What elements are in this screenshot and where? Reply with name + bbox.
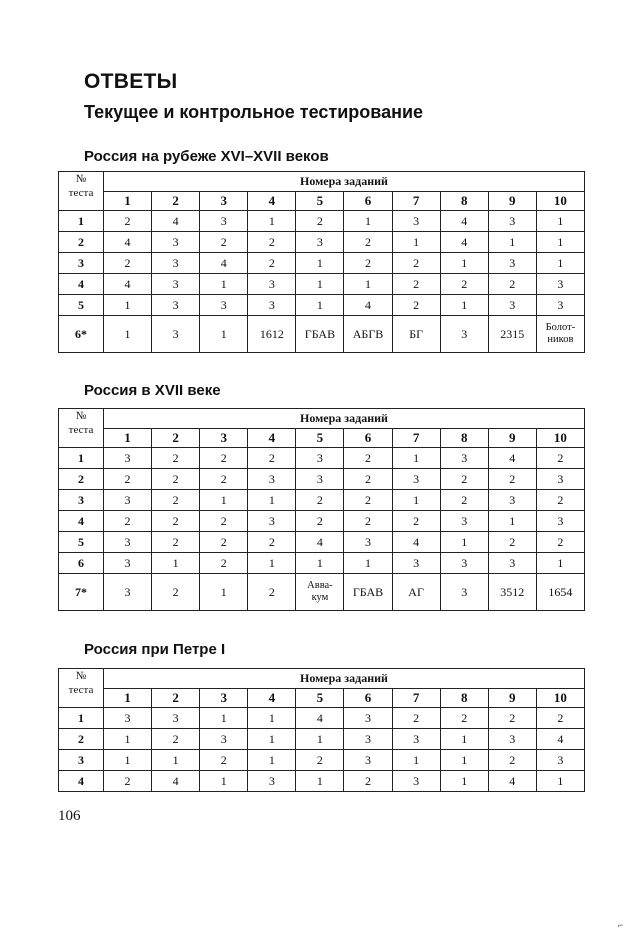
answer-cell: 4 — [392, 532, 440, 553]
answer-cell: 1612 — [248, 316, 296, 353]
answer-cell: 2 — [344, 771, 392, 792]
table-row — [59, 729, 585, 750]
task-numbers-header: Номера заданий — [104, 669, 585, 689]
answer-cell: 1 — [248, 211, 296, 232]
answer-cell: 1 — [536, 211, 584, 232]
answer-cell: 2 — [104, 469, 152, 490]
row-label: 6 — [59, 553, 104, 574]
test-number-header — [59, 409, 104, 448]
task-number-9: 9 — [488, 429, 536, 448]
task-number-8: 8 — [440, 689, 488, 708]
answer-cell: 2 — [488, 750, 536, 771]
answer-cell: 3 — [488, 729, 536, 750]
answer-cell: 3 — [248, 295, 296, 316]
answer-cell: 3 — [200, 211, 248, 232]
answer-cell: 1 — [344, 274, 392, 295]
task-number-7: 7 — [392, 192, 440, 211]
answer-cell: 1 — [200, 708, 248, 729]
answer-cell — [536, 316, 584, 353]
answer-cell: 3 — [152, 708, 200, 729]
task-number-2: 2 — [152, 689, 200, 708]
answer-cell: 4 — [296, 532, 344, 553]
answer-cell: 1 — [344, 211, 392, 232]
test-number-word: теста — [68, 187, 94, 199]
answer-cell: ГБАВ — [296, 316, 344, 353]
answer-cell: 2 — [152, 490, 200, 511]
answer-cell: 3 — [488, 253, 536, 274]
task-number-2: 2 — [152, 429, 200, 448]
test-number-word: теста — [68, 684, 94, 696]
answer-cell: 2 — [152, 511, 200, 532]
row-label: 1 — [59, 211, 104, 232]
task-number-1: 1 — [104, 192, 152, 211]
row-label: 3 — [59, 750, 104, 771]
task-number-5: 5 — [296, 429, 344, 448]
answer-cell: 1 — [200, 771, 248, 792]
answer-cell: 1 — [104, 729, 152, 750]
answer-cell: 3 — [152, 232, 200, 253]
answer-cell: 2 — [344, 490, 392, 511]
answer-cell: АГ — [392, 574, 440, 611]
answer-cell: 2 — [200, 469, 248, 490]
page-subheading: Текущее и контрольное тестирование — [84, 102, 424, 122]
answer-cell: 2 — [104, 211, 152, 232]
answer-cell: 3 — [344, 729, 392, 750]
answer-cell: 2 — [248, 232, 296, 253]
answer-cell: 2 — [152, 574, 200, 611]
answer-cell: 2 — [488, 708, 536, 729]
table-row — [59, 490, 585, 511]
answer-cell: 2 — [344, 448, 392, 469]
answer-cell: 3 — [296, 232, 344, 253]
row-label: 2 — [59, 469, 104, 490]
answer-cell: 1 — [536, 553, 584, 574]
task-number-3: 3 — [200, 192, 248, 211]
answer-cell: 4 — [440, 232, 488, 253]
answer-cell: 2 — [248, 532, 296, 553]
answer-cell: 2 — [488, 274, 536, 295]
answer-cell: 4 — [440, 211, 488, 232]
answer-cell: 1 — [248, 750, 296, 771]
row-label: 4 — [59, 511, 104, 532]
answer-cell: 4 — [152, 771, 200, 792]
answer-cell: 1 — [488, 232, 536, 253]
answer-cell: 2 — [200, 532, 248, 553]
answer-cell: 2 — [200, 448, 248, 469]
row-label: 1 — [59, 708, 104, 729]
answer-cell: 3 — [344, 708, 392, 729]
task-number-10: 10 — [536, 429, 584, 448]
answer-cell: 2 — [488, 532, 536, 553]
test-number-header — [59, 669, 104, 708]
test-number-header — [59, 172, 104, 211]
answer-cell: 1 — [104, 295, 152, 316]
answer-cell: 2 — [344, 469, 392, 490]
answer-cell: 4 — [536, 729, 584, 750]
answer-cell: 1 — [536, 253, 584, 274]
answer-cell-line: Болот- — [545, 322, 576, 333]
answer-cell: 3 — [440, 511, 488, 532]
task-number-1: 1 — [104, 689, 152, 708]
answer-cell: 1 — [440, 750, 488, 771]
answer-cell: 3 — [248, 771, 296, 792]
answer-cell: 1 — [440, 771, 488, 792]
answer-cell: 2 — [440, 708, 488, 729]
row-label: 4 — [59, 771, 104, 792]
answer-cell: 3 — [488, 295, 536, 316]
row-label: 2 — [59, 729, 104, 750]
answer-cell: 2 — [392, 295, 440, 316]
answer-cell: 3 — [104, 490, 152, 511]
answer-cell: 1 — [200, 274, 248, 295]
answer-cell: 2 — [440, 490, 488, 511]
row-label: 3 — [59, 253, 104, 274]
answer-cell: 3 — [152, 316, 200, 353]
answer-cell: 1 — [392, 750, 440, 771]
task-number-9: 9 — [488, 192, 536, 211]
answer-cell: 2 — [440, 469, 488, 490]
row-label: 1 — [59, 448, 104, 469]
answer-cell: АБГВ — [344, 316, 392, 353]
task-numbers-header: Номера заданий — [104, 409, 585, 429]
answer-cell: 1 — [488, 511, 536, 532]
task-number-7: 7 — [392, 689, 440, 708]
task-number-10: 10 — [536, 192, 584, 211]
answer-cell: 2 — [440, 274, 488, 295]
answer-cell: 2 — [296, 490, 344, 511]
answer-cell: 3 — [392, 211, 440, 232]
answer-cell: 1 — [104, 316, 152, 353]
answer-cell: 3 — [248, 274, 296, 295]
table-row — [59, 574, 585, 611]
answer-cell: 1 — [440, 532, 488, 553]
answer-cell: 2 — [344, 511, 392, 532]
answer-cell: 2 — [104, 511, 152, 532]
page-heading: ОТВЕТЫ — [84, 70, 178, 93]
answer-cell: 2 — [392, 253, 440, 274]
answer-cell: 4 — [488, 448, 536, 469]
answer-cell: 2 — [152, 532, 200, 553]
task-number-6: 6 — [344, 429, 392, 448]
row-label: 3 — [59, 490, 104, 511]
row-label: 5 — [59, 295, 104, 316]
task-number-6: 6 — [344, 689, 392, 708]
answer-cell: 1 — [200, 316, 248, 353]
answer-cell: 3 — [104, 448, 152, 469]
answers-table-2 — [58, 408, 585, 611]
answer-cell: 3 — [440, 574, 488, 611]
answer-cell: 1 — [392, 490, 440, 511]
task-number-1: 1 — [104, 429, 152, 448]
section-title-3: Россия при Петре I — [84, 641, 226, 658]
answer-cell: 1 — [296, 295, 344, 316]
page-curl-icon: ⌐ — [618, 920, 624, 930]
answers-table-3 — [58, 668, 585, 792]
answer-cell: 4 — [104, 232, 152, 253]
answer-cell: 3 — [392, 553, 440, 574]
answer-cell: 2 — [104, 771, 152, 792]
answer-cell: 2 — [248, 253, 296, 274]
task-number-8: 8 — [440, 192, 488, 211]
answer-cell: 3 — [296, 448, 344, 469]
answer-cell: 4 — [488, 771, 536, 792]
answer-cell: 3 — [248, 511, 296, 532]
section-title-2: Россия в XVII веке — [84, 382, 221, 399]
table-row — [59, 211, 585, 232]
answer-cell: 2 — [104, 253, 152, 274]
answer-cell: 1 — [296, 274, 344, 295]
answer-cell: 3512 — [488, 574, 536, 611]
row-label: 6* — [59, 316, 104, 353]
answer-cell: 3 — [392, 469, 440, 490]
answer-cell: 4 — [152, 211, 200, 232]
task-number-4: 4 — [248, 689, 296, 708]
table-row — [59, 708, 585, 729]
answer-cell: 1 — [104, 750, 152, 771]
answer-cell: 1 — [200, 574, 248, 611]
answer-cell: 1 — [296, 771, 344, 792]
table-row — [59, 448, 585, 469]
answer-cell: 3 — [344, 532, 392, 553]
answer-cell: 2 — [200, 553, 248, 574]
answer-cell: 3 — [104, 708, 152, 729]
answer-cell: 2 — [344, 232, 392, 253]
task-number-10: 10 — [536, 689, 584, 708]
answer-cell: 3 — [104, 532, 152, 553]
answer-cell: 1 — [440, 253, 488, 274]
answer-cell: 2 — [296, 211, 344, 232]
answer-cell: 3 — [536, 511, 584, 532]
answer-cell: 4 — [296, 708, 344, 729]
answer-cell: 1 — [440, 295, 488, 316]
answer-cell: 1 — [200, 490, 248, 511]
answer-cell: 2 — [248, 448, 296, 469]
task-number-2: 2 — [152, 192, 200, 211]
answer-cell: 3 — [248, 469, 296, 490]
answer-cell: 3 — [440, 316, 488, 353]
answer-cell: 2 — [296, 750, 344, 771]
answer-cell: 2 — [392, 274, 440, 295]
answer-cell: 2 — [392, 511, 440, 532]
answer-cell: 3 — [440, 448, 488, 469]
answer-cell: 3 — [296, 469, 344, 490]
task-number-7: 7 — [392, 429, 440, 448]
answer-cell: 1 — [248, 708, 296, 729]
answer-cell: 2 — [536, 448, 584, 469]
task-number-5: 5 — [296, 192, 344, 211]
task-number-4: 4 — [248, 429, 296, 448]
answer-cell: 3 — [104, 553, 152, 574]
answer-cell-line: кум — [311, 592, 329, 603]
answer-cell: 2 — [536, 532, 584, 553]
task-number-5: 5 — [296, 689, 344, 708]
task-number-3: 3 — [200, 689, 248, 708]
answer-cell: 3 — [152, 253, 200, 274]
answer-cell: 1 — [536, 232, 584, 253]
table-row — [59, 316, 585, 353]
answer-cell: 2 — [152, 729, 200, 750]
answer-cell: 1 — [152, 750, 200, 771]
answer-cell: 2 — [488, 469, 536, 490]
answer-cell: 1 — [152, 553, 200, 574]
answer-cell: 1 — [248, 729, 296, 750]
answers-table-1 — [58, 171, 585, 353]
table-row — [59, 750, 585, 771]
task-number-3: 3 — [200, 429, 248, 448]
task-number-6: 6 — [344, 192, 392, 211]
answer-cell: 2 — [296, 511, 344, 532]
answer-cell: 3 — [536, 295, 584, 316]
test-number-symbol: № — [75, 173, 87, 185]
answer-cell: 3 — [488, 553, 536, 574]
answer-cell: 1 — [440, 729, 488, 750]
task-number-9: 9 — [488, 689, 536, 708]
answer-cell: 1 — [536, 771, 584, 792]
answer-cell: 1 — [392, 448, 440, 469]
table-row — [59, 553, 585, 574]
answer-cell: 3 — [440, 553, 488, 574]
test-number-symbol: № — [75, 410, 87, 422]
answer-cell: 3 — [536, 469, 584, 490]
answer-cell-line: Авва- — [307, 580, 333, 591]
answer-cell: 4 — [344, 295, 392, 316]
answer-cell: 2 — [152, 469, 200, 490]
task-number-4: 4 — [248, 192, 296, 211]
answer-cell: 3 — [104, 574, 152, 611]
row-label: 2 — [59, 232, 104, 253]
table-row — [59, 253, 585, 274]
answer-cell: 1 — [392, 232, 440, 253]
answer-cell-line: ников — [547, 334, 574, 345]
table-row — [59, 274, 585, 295]
page-number: 106 — [58, 808, 81, 824]
answer-cell: 3 — [200, 729, 248, 750]
answer-cell: 1 — [248, 553, 296, 574]
answer-cell — [296, 574, 344, 611]
table-row — [59, 232, 585, 253]
answer-cell: 2 — [200, 511, 248, 532]
answer-cell: 2315 — [488, 316, 536, 353]
answer-cell: 3 — [488, 211, 536, 232]
answer-cell: 1 — [296, 253, 344, 274]
answer-cell: 2 — [152, 448, 200, 469]
task-number-8: 8 — [440, 429, 488, 448]
answer-cell: 3 — [536, 274, 584, 295]
table-row — [59, 469, 585, 490]
answer-cell: 3 — [536, 750, 584, 771]
test-number-symbol: № — [75, 670, 87, 682]
answer-cell: 1 — [296, 729, 344, 750]
table-row — [59, 511, 585, 532]
answer-cell: 3 — [344, 750, 392, 771]
answer-cell: 4 — [104, 274, 152, 295]
table-row — [59, 295, 585, 316]
answer-cell: БГ — [392, 316, 440, 353]
table-row — [59, 771, 585, 792]
test-number-word: теста — [68, 424, 94, 436]
answer-cell: 1 — [296, 553, 344, 574]
answer-cell: 3 — [152, 295, 200, 316]
answer-cell: 3 — [488, 490, 536, 511]
section-title-1: Россия на рубеже XVI–XVII веков — [84, 148, 329, 165]
answer-cell: 2 — [536, 708, 584, 729]
answer-cell: 3 — [152, 274, 200, 295]
answer-cell: 2 — [248, 574, 296, 611]
answer-cell: 2 — [392, 708, 440, 729]
answer-cell: ГБАВ — [344, 574, 392, 611]
answer-cell: 2 — [536, 490, 584, 511]
task-numbers-header: Номера заданий — [104, 172, 585, 192]
answer-cell: 4 — [200, 253, 248, 274]
answer-cell: 3 — [200, 295, 248, 316]
answer-cell: 3 — [392, 729, 440, 750]
answer-cell: 2 — [200, 232, 248, 253]
answer-cell: 2 — [200, 750, 248, 771]
answer-cell: 2 — [344, 253, 392, 274]
answer-cell: 1 — [248, 490, 296, 511]
row-label: 5 — [59, 532, 104, 553]
answer-cell: 1654 — [536, 574, 584, 611]
answer-cell: 3 — [392, 771, 440, 792]
answer-cell: 1 — [344, 553, 392, 574]
row-label: 4 — [59, 274, 104, 295]
row-label: 7* — [59, 574, 104, 611]
table-row — [59, 532, 585, 553]
